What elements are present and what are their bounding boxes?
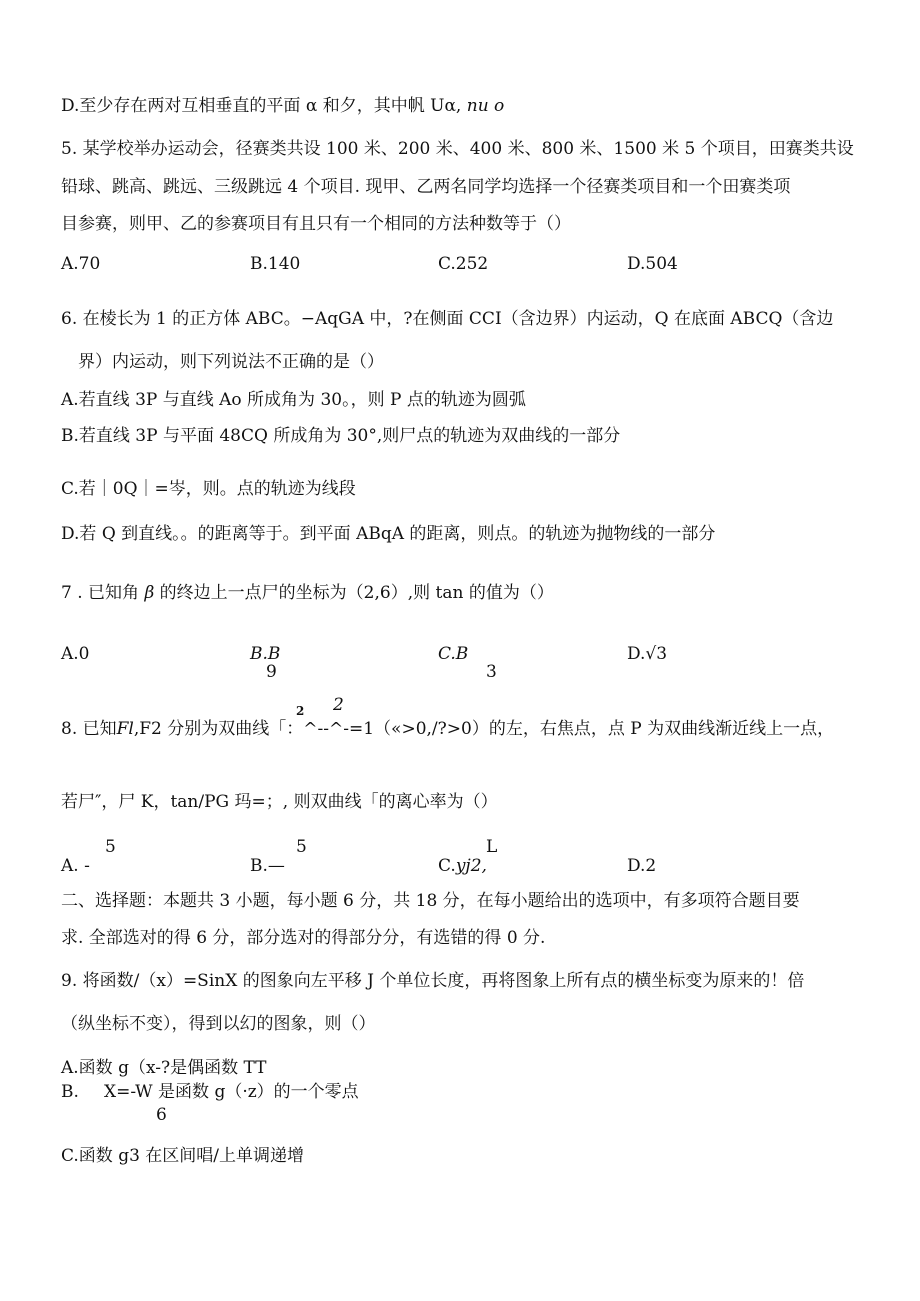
- q9-option-b-label: B.: [61, 1082, 79, 1102]
- section2-instructions-line1: 二、选择题：本题共 3 小题，每小题 6 分，共 18 分，在每小题给出的选项中，有多项符合题目要: [61, 891, 800, 911]
- q8-stem-b: ,F2 分别为双曲线「：: [133, 719, 304, 739]
- q7-option-b: B.B: [250, 644, 281, 664]
- q9-option-b-denominator: 6: [156, 1105, 167, 1125]
- q7-option-d: D.√3: [627, 644, 668, 664]
- q5-stem-line3: 目参赛，则甲、乙的参赛项目有且只有一个相同的方法种数等于（）: [61, 214, 571, 234]
- q7-stem-b: 的终边上一点尸的坐标为（2,6）,则 tan 的值为（）: [159, 583, 554, 603]
- q7-option-b-denominator: 9: [266, 662, 277, 682]
- q6-option-d: D.若 Q 到直线。。的距离等于。到平面 ABqA 的距离，则点。的轨迹为抛物线的一部分: [61, 524, 716, 544]
- q8-superscript-2: 2: [333, 695, 344, 715]
- q4-option-d-tail: nu o: [466, 96, 505, 116]
- q7-option-c-denominator: 3: [486, 662, 497, 682]
- q9-option-c: C.函数 g3 在区间唱/上单调递增: [61, 1146, 305, 1166]
- q8-option-b-numerator: 5: [296, 837, 307, 857]
- section2-instructions-line2: 求. 全部选对的得 6 分，部分选对的得部分分，有选错的得 0 分.: [61, 928, 546, 948]
- q4-option-d: [61, 95, 504, 117]
- q7-beta: β: [144, 583, 155, 603]
- q7-stem: [61, 582, 554, 604]
- q6-stem-line1: 6. 在棱长为 1 的正方体 ABC。−AqGA 中，?在侧面 CCI（含边界）内运动，Q 在底面 ABCQ（含边: [61, 309, 834, 329]
- q8-stem-a: 8. 已知: [61, 719, 117, 739]
- q9-option-b: X=-W 是函数 g（·z）的一个零点: [104, 1082, 359, 1102]
- q6-option-b: B.若直线 3P 与平面 48CQ 所成角为 30°,则尸点的轨迹为双曲线的一部分: [61, 426, 621, 446]
- q8-option-a: A. -: [61, 856, 90, 876]
- q7-stem-a: 7 . 已知角: [61, 583, 140, 603]
- q8-option-b: B.—: [250, 856, 285, 876]
- q9-stem-line1: 9. 将函数/（x）=SinX 的图象向左平移 J 个单位长度，再将图象上所有点的横坐标变为原来的！倍: [61, 971, 805, 991]
- q8-stem-line2: 若尸″，尸 K，tan/PG 玛=；, 则双曲线「的离心率为（）: [61, 792, 498, 812]
- q4-option-d-text: D.至少存在两对互相垂直的平面 α 和夕，其中帆 Uα,: [61, 96, 462, 116]
- q5-option-b: B.140: [250, 254, 301, 274]
- q8-option-d: D.2: [627, 856, 657, 876]
- q8-superscript-1: 2: [296, 704, 305, 718]
- q5-stem-line1: 5. 某学校举办运动会，径赛类共设 100 米、200 米、400 米、800 米、1500 米 5 个项目，田赛类共设: [61, 139, 854, 159]
- q5-option-c: C.252: [438, 254, 489, 274]
- q7-option-a: A.0: [61, 644, 90, 664]
- q6-stem-line2: 界）内运动，则下列说法不正确的是（）: [78, 352, 384, 372]
- q8-option-a-numerator: 5: [105, 837, 116, 857]
- q8-stem-c: ^--^-=1（«>0,/?>0）的左，右焦点，点 P 为双曲线渐近线上一点，: [303, 719, 835, 739]
- q9-stem-line2: （纵坐标不变），得到以幻的图象，则（）: [61, 1014, 376, 1034]
- q6-option-c: C.若｜0Q｜=岑，则。点的轨迹为线段: [61, 479, 356, 499]
- q8-option-c: [438, 855, 487, 877]
- q8-option-c-value: yj2,: [455, 856, 487, 876]
- q7-option-c: C.B: [438, 644, 469, 664]
- q9-option-a: A.函数 g（x-?是偶函数 TT: [61, 1058, 267, 1078]
- q5-option-a: A.70: [61, 254, 101, 274]
- q5-stem-line2: 铅球、跳高、跳远、三级跳远 4 个项目. 现甲、乙两名同学均选择一个径赛类项目和一个田赛类项: [61, 177, 791, 197]
- q5-option-d: D.504: [627, 254, 678, 274]
- q6-option-a: A.若直线 3P 与直线 Ao 所成角为 30。，则 P 点的轨迹为圆弧: [61, 390, 526, 410]
- q8-stem-line1: [61, 718, 834, 740]
- q8-f1: Fl: [116, 719, 134, 739]
- q8-option-c-label: C.: [438, 856, 456, 876]
- q8-option-c-top: L: [486, 837, 498, 857]
